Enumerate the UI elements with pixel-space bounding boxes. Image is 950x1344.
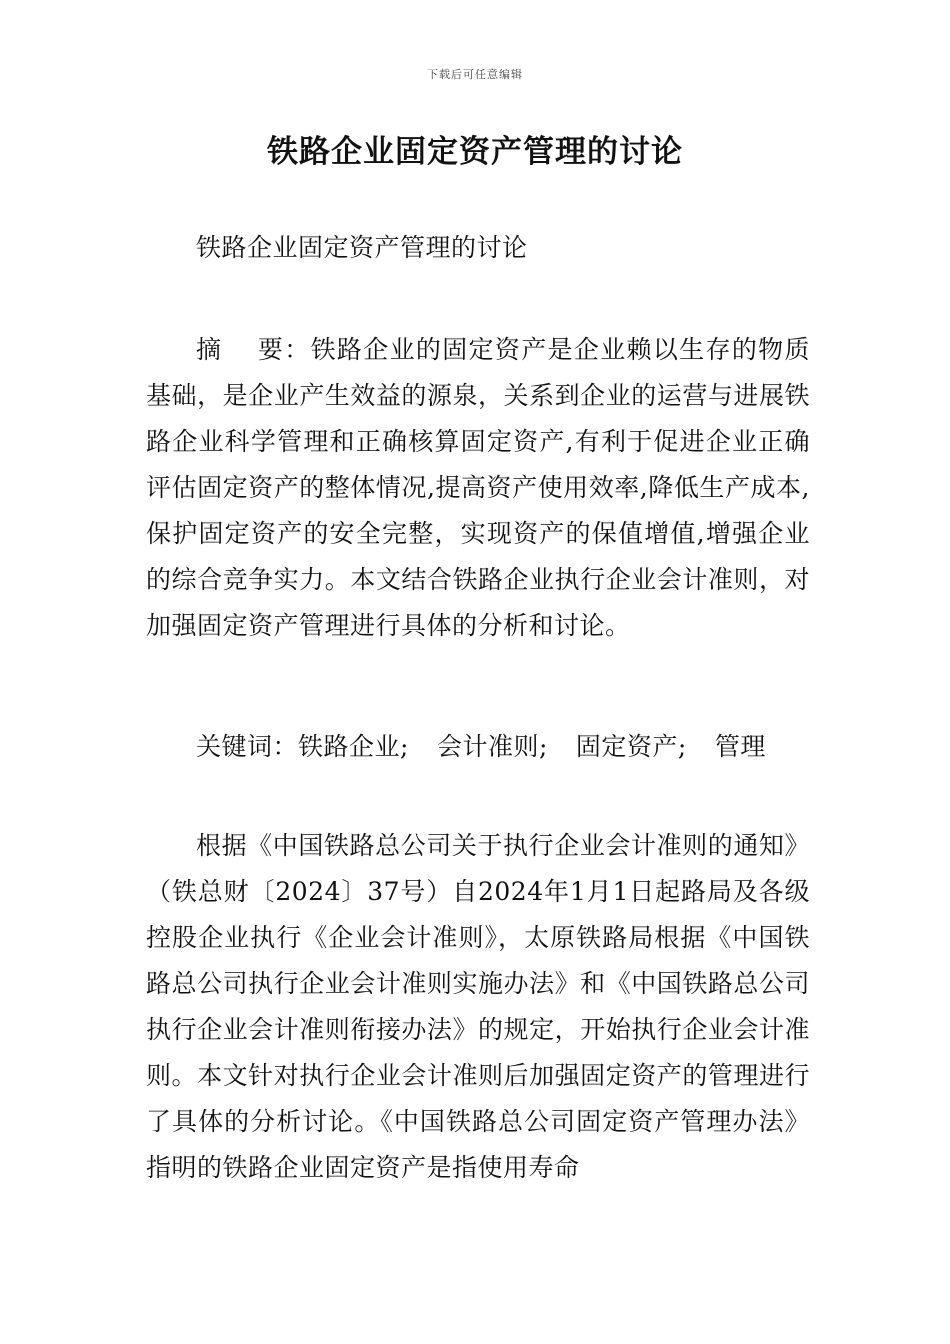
- document-title: 铁路企业固定资产管理的讨论: [267, 134, 683, 170]
- keyword-item: 管理: [714, 732, 766, 761]
- subtitle: 铁路企业固定资产管理的讨论: [196, 233, 528, 262]
- keyword-item: 固定资产;: [575, 732, 687, 761]
- abstract-label: 摘 要：: [196, 335, 311, 364]
- keyword-item: 铁路企业;: [298, 732, 409, 761]
- keywords-line: [146, 724, 860, 770]
- keywords-label: 关键词：: [196, 732, 299, 761]
- keyword-item: 会计准则;: [436, 732, 548, 761]
- abstract-text: 铁路企业的固定资产是企业赖以生存的物质基础，是企业产生效益的源泉，关系到企业的运营与进展铁路企业科学管理和正确核算固定资产,有利于促进企业正确评估固定资产的整体情况,提高资产使用效率,降低生产成本,保护固定资产的安全完整，实现资产的保值增值,增强企业的综合竞争实力。本文结合铁路企业执行企业会计准则，对加强固定资产管理进行具体的分析和讨论。: [146, 335, 810, 640]
- abstract-paragraph: [146, 327, 810, 649]
- body-paragraph: 根据《中国铁路总公司关于执行企业会计准则的通知》（铁总财〔2024〕37号）自2024年1月1日起路局及各级控股企业执行《企业会计准则》，太原铁路局根据《中国铁路总公司执行企业会计准则实施办法》和《中国铁路总公司执行企业会计准则衔接办法》的规定，开始执行企业会计准则。本文针对执行企业会计准则后加强固定资产的管理进行了具体的分析讨论。《中国铁路总公司固定资产管理办法》指明的铁路企业固定资产是指使用寿命: [146, 831, 810, 1182]
- header-note: 下载后可任意编辑: [427, 68, 523, 81]
